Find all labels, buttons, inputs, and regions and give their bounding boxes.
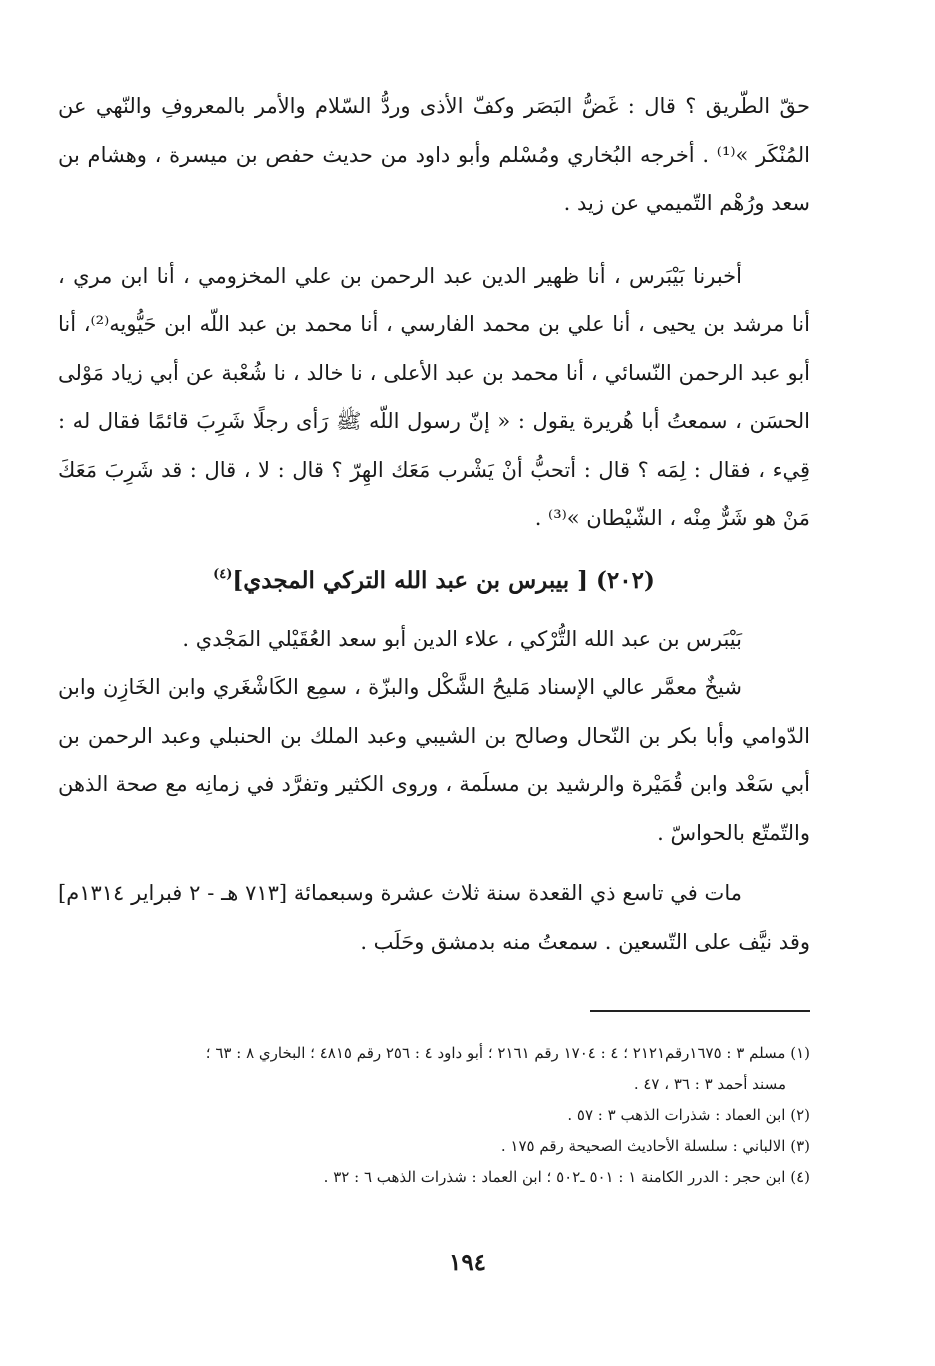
footnote-2: (٢) ابن العماد : شذرات الذهب ٣ : ٥٧ . <box>567 1106 810 1124</box>
footnotes <box>58 1038 810 1193</box>
paragraph-biography: شيخٌ معمَّر عالي الإسناد مَليحُ الشَّكْل والبزّة ، سمِع الكَاشْغَري وابن الخَازِن وابن الدّوامي وأبا بكر بن النّحال وصالح بن الشيبي وعبد الملك بن الحنبلي وعبد الرحمن بن أبي سَعْد وابن قُمَيْرة والرشيد بن مسلَمة ، وروى الكثير وتفرَّد في زمانِه مع صحة الذهن والتّمتّع بالحواسّ . <box>58 675 810 845</box>
page-number: ١٩٤ <box>448 1249 487 1276</box>
paragraph-death: مات في تاسع ذي القعدة سنة ثلاث عشرة وسبعمائة [٧١٣ هـ - ٢ فبراير ١٣١٤م] وقد نيَّف على التّسعين . سمعتُ منه بدمشق وحَلَب . <box>58 881 810 954</box>
section-heading-text: (٢٠٢) [ بيبرس بن عبد الله التركي المجدي] <box>232 566 655 594</box>
page-content <box>58 82 810 1193</box>
footnote-1 <box>58 1038 810 1100</box>
footnote-3: (٣) الالباني : سلسلة الأحاديث الصحيحة رقم ١٧٥ . <box>500 1137 810 1155</box>
footnote-divider <box>590 1010 810 1012</box>
paragraph-name: بَيْبَرس بن عبد الله التُّرْكي ، علاء الدين أبو سعد العُقَيْلي المَجْدي . <box>182 626 742 651</box>
paragraph-hadith-road: حقّ الطّريق ؟ قال : غَضُّ البَصَر وكفّ الأذى وردُّ السّلام والأمر بالمعروفِ والنّهي عن المُنْكَر »⁽¹⁾ . أخرجه البُخاري ومُسْلم وأبو داود من حديث حفص بن ميسرة ، وهشام بن سعد ورُهْم التّميمي عن زيد . <box>58 94 810 215</box>
footnote-1-line-2: مسند أحمد ٣ : ٣٦ ، ٤٧ . <box>633 1075 786 1093</box>
section-heading-footnote-ref: (٤) <box>213 566 233 582</box>
footnote-1-line-1: (١) مسلم ٣ : ١٦٧٥رقم٢١٢١ ؛ ٤ : ١٧٠٤ رقم ٢١٦١ ؛ أبو داود ٤ : ٢٥٦ رقم ٤٨١٥ ؛ البخاري ٨ : ٦٣ ؛ <box>205 1044 810 1062</box>
paragraph-isnad-baybars: أخبرنا بَيْبَرس ، أنا ظهير الدين عبد الرحمن بن علي المخزومي ، أنا ابن مري ، أنا مرشد بن يحيى ، أنا علي بن محمد الفارسي ، أنا محمد بن عبد اللّه ابن حَيُّويه⁽²⁾، أنا أبو عبد الرحمن النّسائي ، أنا محمد بن عبد الأعلى ، نا خالد ، نا شُعْبة عن أبي زياد مَوْلى الحسَن ، سمعتُ أبا هُريرة يقول : « إنّ رسول اللّه ﷺ رَأى رجلًا شَرِبَ قائمًا فقال له : قِيء ، فقال : لِمَه ؟ قال : أتحبُّ أنْ يَشْرب مَعَك الهِرّ ؟ قال : لا ، قال : قد شَرِبَ مَعَكَ مَنْ هو شَرٌّ مِنْه ، الشّيْطان »⁽³⁾ . <box>58 263 810 530</box>
section-heading <box>58 555 810 601</box>
footnote-4: (٤) ابن حجر : الدرر الكامنة ١ : ٥٠١ ـ٥٠٢ ؛ ابن العماد : شذرات الذهب ٦ : ٣٢ . <box>323 1168 810 1186</box>
